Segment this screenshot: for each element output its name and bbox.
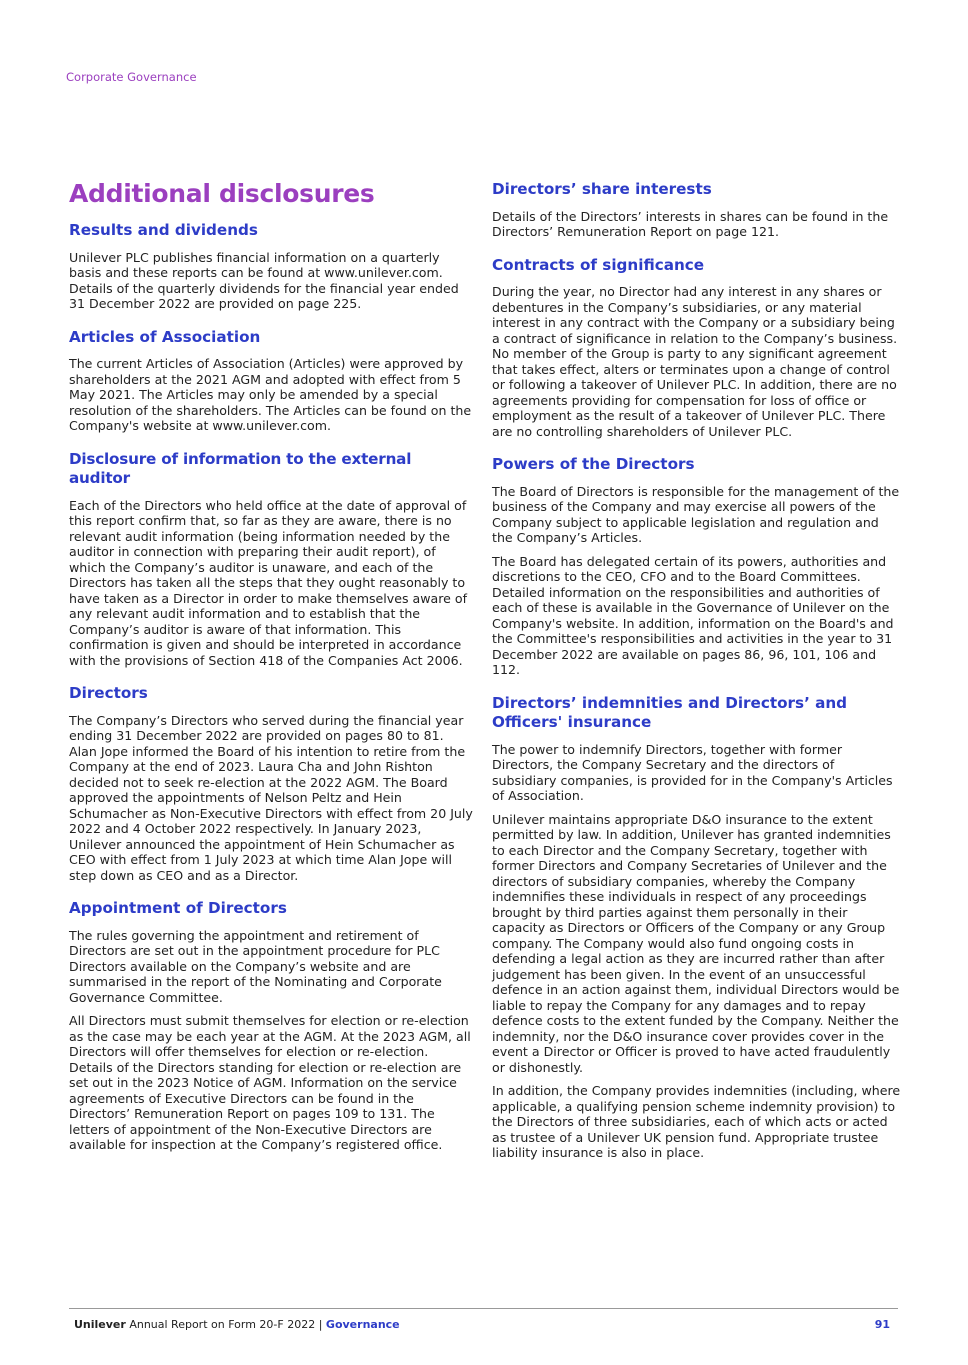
footer-report-title: Annual Report on Form 20-F 2022 | <box>125 1318 326 1331</box>
section-paragraph: All Directors must submit themselves for election or re-election as the case may be each year at the AGM. At the 2023 AGM, all Directors will offer themselves for election or re-election. Details of the Directors standing for election or re-election are set out in the 2023 Notice of AGM. Information on the service agreements of Executive Directors can be found in the Directors’ Remuneration Report on pages 109 to 131. The letters of appointment of the Non-Executive Directors are available for inspection at the Company’s registered office. <box>69 1013 471 1152</box>
section-share-interests <box>492 180 902 240</box>
footer <box>74 1318 894 1331</box>
section-appointment-of-directors <box>69 899 474 1153</box>
section-paragraph: In addition, the Company provides indemnities (including, where applicable, a qualifying pension scheme indemnity provision) to the Directors of three subsidiaries, each of which acts or acted as trustee of a Unilever UK pension fund. Appropriate trustee liability insurance is also in place. <box>492 1083 901 1160</box>
footer-divider <box>69 1308 898 1309</box>
section-heading: Articles of Association <box>69 327 261 346</box>
section-paragraph: The power to indemnify Directors, together with former Directors, the Company Secretary and the directors of subsidiary companies, is provided for in the Company's Articles of Association. <box>492 741 893 803</box>
section-heading: Disclosure of information to the external auditor <box>69 449 412 487</box>
section-paragraph: Details of the Directors’ interests in shares can be found in the Directors’ Remuneration Report on page 121. <box>492 208 889 239</box>
section-paragraph: The Company’s Directors who served during the financial year ending 31 December 2022 are provided on pages 80 to 81. Alan Jope informed the Board of his intention to retire from the Company at the end of 2023. Laura Cha and John Rishton decided not to seek re-election at the 2022 AGM. The Board approved the appointments of Nelson Peltz and Hein Schumacher as Non-Executive Directors with effect from 20 July 2022 and 4 October 2022 respectively. In January 2023, Unilever announced the appointment of Hein Schumacher as CEO with effect from 1 July 2023 at which time Alan Jope will step down as CEO and as a Director. <box>69 712 473 883</box>
section-heading: Directors’ indemnities and Directors’ and Officers' insurance <box>492 693 848 731</box>
section-paragraph: Each of the Directors who held office at the date of approval of this report confirm that, so far as they are aware, there is no relevant audit information (being information needed by the auditor in connection with preparing their audit report), of which the Company’s auditor is unaware, and each of the Directors has taken all the steps that they ought reasonably to have taken as a Director in order to make themselves aware of any relevant audit information and to establish that the Company’s auditor is aware of that information. This confirmation is given and should be interpreted in accordance with the provisions of Section 418 of the Companies Act 2006. <box>69 497 468 668</box>
section-heading: Contracts of significance <box>492 255 705 274</box>
section-paragraph: The Board of Directors is responsible for the management of the business of the Company and may exercise all powers of the Company subject to applicable legislation and regulation and the Company’s Articles. <box>492 483 900 545</box>
section-disclosure-auditor <box>69 450 474 669</box>
left-column <box>69 178 474 1169</box>
section-results-dividends <box>69 221 474 312</box>
footer-section-name: Governance <box>325 1318 400 1331</box>
right-column <box>492 180 902 1177</box>
breadcrumb: Corporate Governance <box>66 70 197 84</box>
page-title: Additional disclosures <box>69 179 375 208</box>
section-heading: Directors <box>69 684 148 702</box>
section-paragraph: During the year, no Director had any interest in any shares or debentures in the Company’s subsidiaries, or any material interest in any contract with the Company or a subsidiary being a contract of significance in relation to the Company’s business. No member of the Group is party to any significant agreement that takes effect, alters or terminates upon a change of control or following a takeover of Unilever PLC. In addition, there are no agreements providing for compensation for loss of office or employment as the result of a takeover of Unilever PLC. There are no controlling shareholders of Unilever PLC. <box>492 284 898 439</box>
section-heading: Appointment of Directors <box>69 899 287 917</box>
section-directors <box>69 684 474 883</box>
section-paragraph: Unilever PLC publishes financial information on a quarterly basis and these reports can be found at www.unilever.com. Details of the quarterly dividends for the financial year ended 31 December 2022 are provided on page 225. <box>69 249 459 311</box>
section-heading: Directors’ share interests <box>492 180 712 198</box>
section-paragraph: Unilever maintains appropriate D&O insurance to the extent permitted by law. In addition, Unilever has granted indemnities to each Director and the Company Secretary, together with former Directors and Company Secretaries of Unilever and the directors of subsidiary companies, whereby the Company indemnifies these individuals in respect of any proceedings brought by third parties against them personally in their capacity as Directors or Officers of the Company or any Group company. The Company would also fund ongoing costs in defending a legal action as they are incurred rather than after judgement has been given. In the event of an unsuccessful defence in an action against them, individual Directors would be liable to repay the Company for any damages and to repay defence costs to the extent funded by the Company. Neither the indemnity, nor the D&O insurance cover provides cover in the event a Director or Officer is proved to have acted fraudulently or dishonestly. <box>492 811 900 1075</box>
section-contracts-of-significance <box>492 256 902 440</box>
page-number: 91 <box>874 1318 890 1331</box>
section-powers-of-directors <box>492 455 902 678</box>
section-paragraph: The current Articles of Association (Articles) were approved by shareholders at the 2021 AGM and adopted with effect from 5 May 2021. The Articles may only be amended by a special resolution of the shareholders. The Articles can be found on the Company's website at www.unilever.com. <box>69 356 472 433</box>
section-heading: Powers of the Directors <box>492 455 695 473</box>
section-indemnities-insurance <box>492 694 902 1161</box>
section-heading: Results and dividends <box>69 221 258 239</box>
section-articles-of-association <box>69 328 474 434</box>
section-paragraph: The Board has delegated certain of its powers, authorities and discretions to the CEO, CFO and to the Board Committees. Detailed information on the responsibilities and authorities of each of these is available in the Governance of Unilever on the Company's website. In addition, information on the Board's and the Committee's responsibilities and activities in the year to 31 December 2022 are available on pages 86, 96, 101, 106 and 112. <box>492 553 894 677</box>
section-paragraph: The rules governing the appointment and retirement of Directors are set out in the appointment procedure for PLC Directors available on the Company’s website and are summarised in the report of the Nominating and Corporate Governance Committee. <box>69 927 442 1005</box>
footer-brand: Unilever <box>74 1318 126 1331</box>
